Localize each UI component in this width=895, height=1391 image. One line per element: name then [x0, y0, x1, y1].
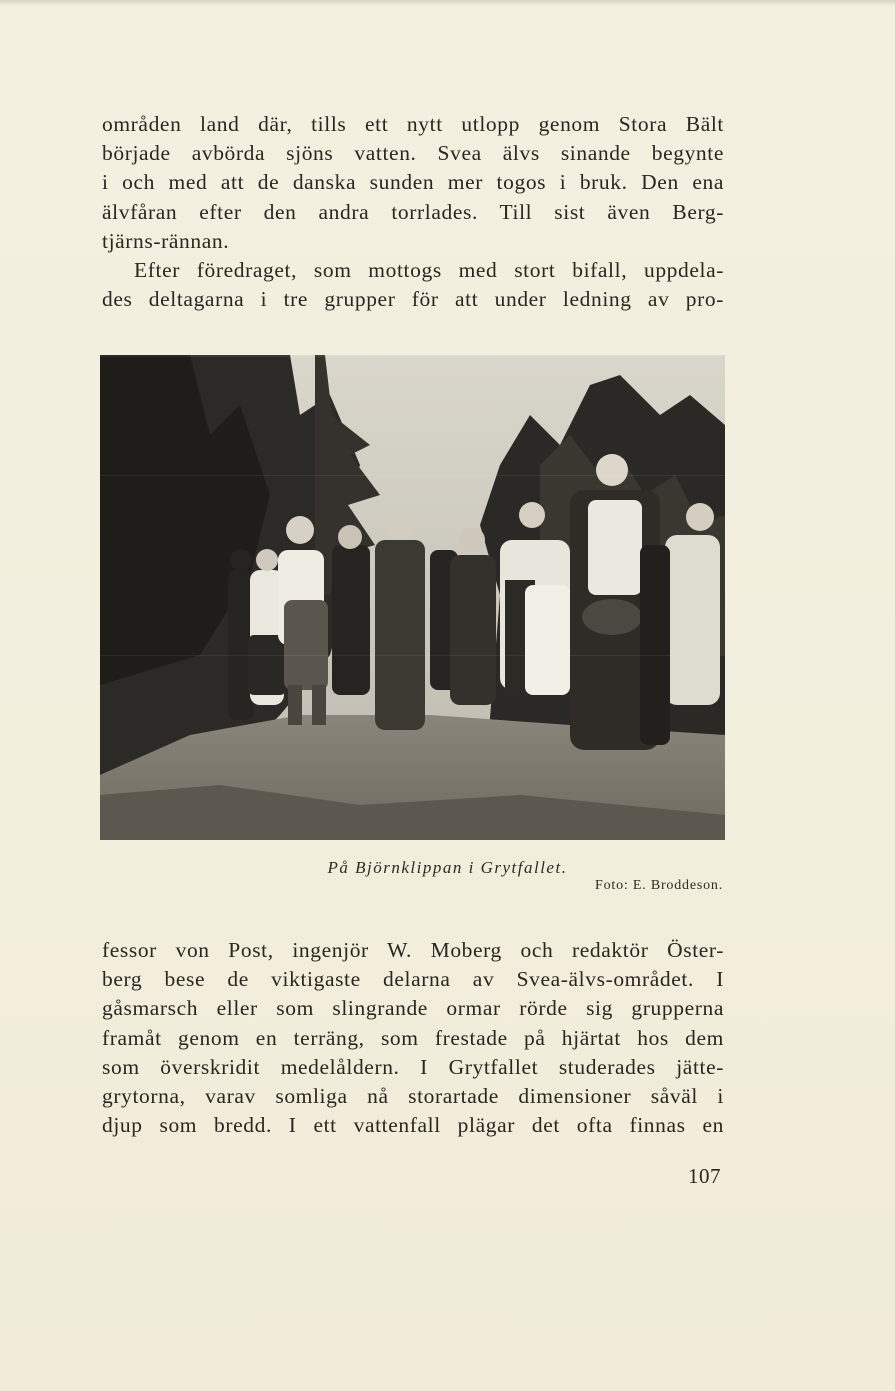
photo-caption: På Björnklippan i Grytfallet. [327, 858, 568, 877]
group-photograph [100, 355, 725, 840]
text-line: berg bese de viktigaste delarna av Svea-älvs-området. I [102, 967, 724, 992]
text-line: områden land där, tills ett nytt utlopp genom Stora Bält [102, 112, 724, 136]
text-line: fessor von Post, ingenjör W. Moberg och redaktör Öster- [102, 938, 724, 962]
text-line: som överskridit medelåldern. I Grytfallet studerades jätte- [102, 1054, 724, 1079]
text-line: Efter föredraget, som mottogs med stort bifall, uppdela- [134, 257, 724, 282]
text-line: grytorna, varav somliga nå storartade dimensioner såväl i [102, 1083, 724, 1108]
text-line: tjärns-rännan. [102, 228, 230, 253]
text-line: började avbörda sjöns vatten. Svea älvs sinande begynte [102, 141, 724, 166]
page-number: 107 [688, 1164, 721, 1188]
text-block-top [102, 110, 724, 314]
text-line: i och med att de danska sunden mer togos i bruk. Den ena [102, 170, 724, 195]
text-line: gåsmarsch eller som slingrande ormar rörde sig grupperna [102, 996, 724, 1021]
page-edge-shadow [0, 0, 895, 6]
text-line: älvfåran efter den andra torrlades. Till sist även Berg- [102, 199, 724, 224]
text-block-bottom [102, 936, 724, 1140]
text-line: des deltagarna i tre grupper för att under ledning av pro- [102, 287, 724, 312]
text-line: framåt genom en terräng, som frestade på hjärtat hos dem [102, 1025, 724, 1050]
photo-credit: Foto: E. Broddeson. [595, 878, 723, 893]
text-line: djup som bredd. I ett vattenfall plägar det ofta finnas en [102, 1113, 724, 1138]
